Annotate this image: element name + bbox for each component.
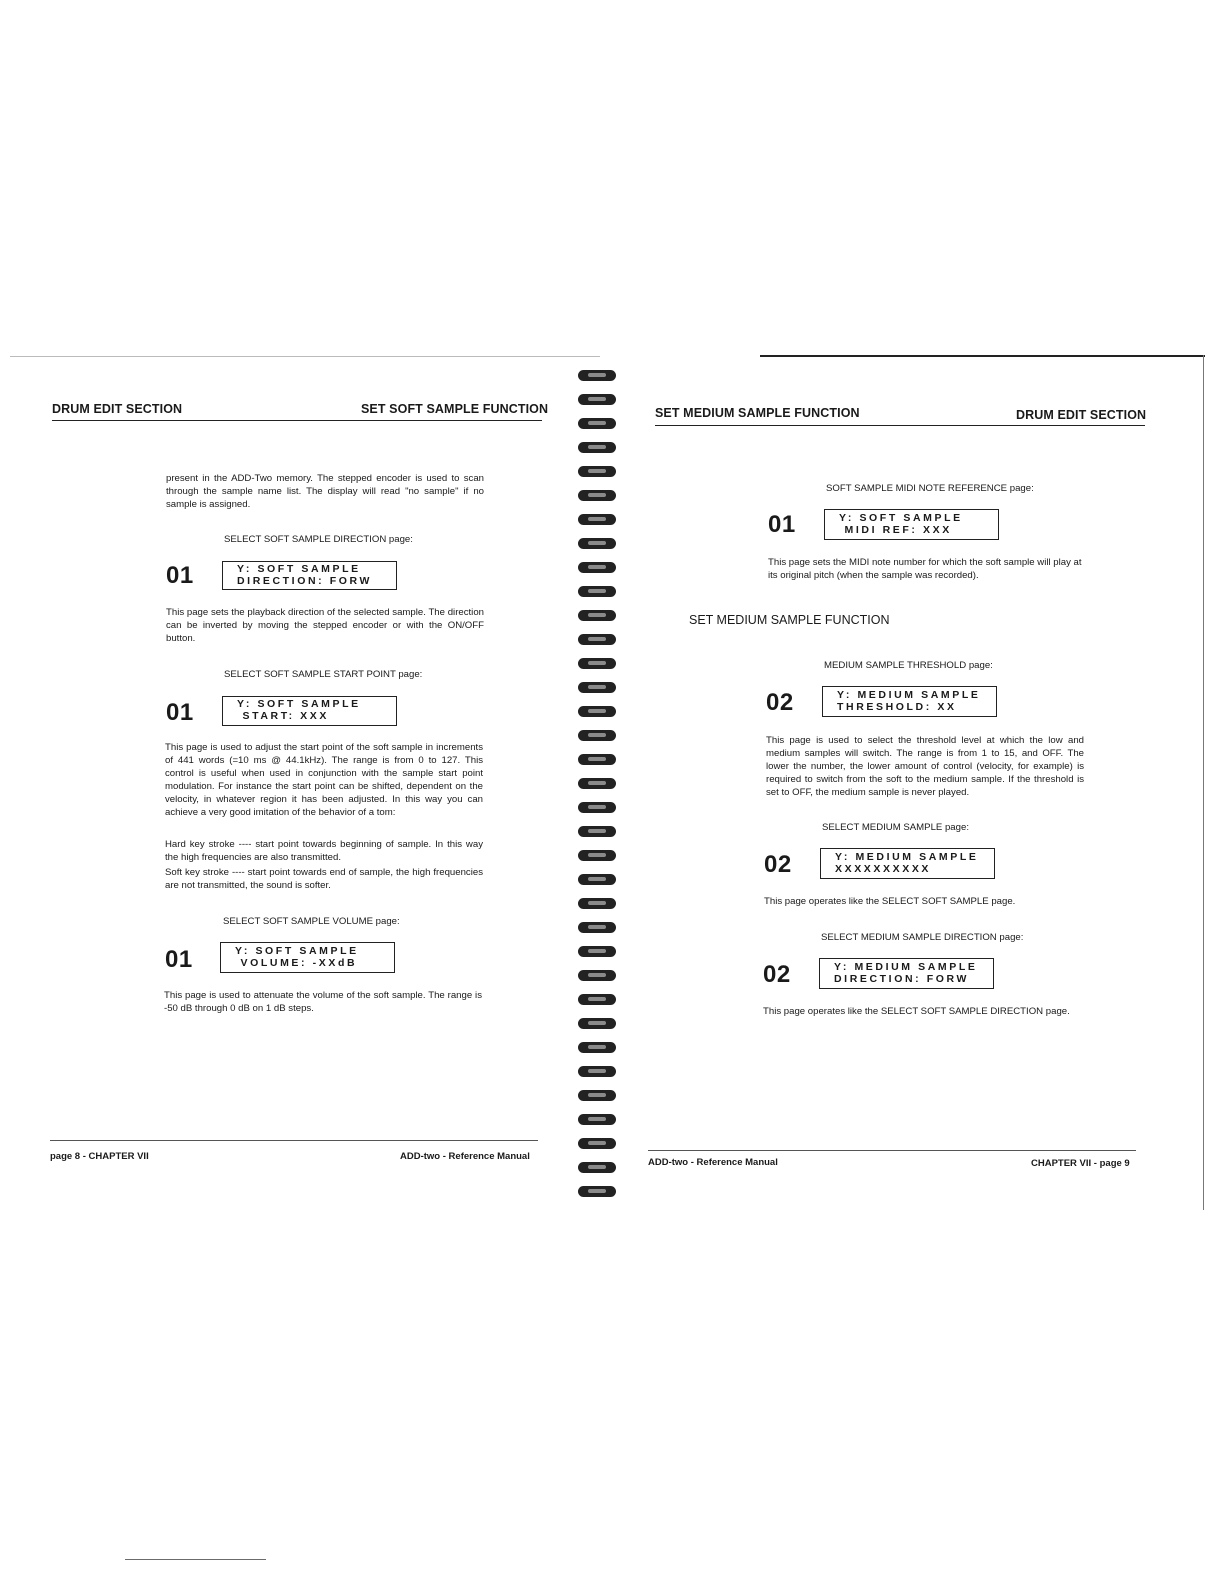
page-number-02: 02 bbox=[764, 851, 792, 878]
right-edge-line bbox=[1203, 355, 1204, 1210]
top-edge-line-left bbox=[10, 356, 600, 357]
page-number-01: 01 bbox=[165, 946, 193, 973]
top-edge-line-right bbox=[760, 355, 1205, 357]
lcd-line-1: Y: MEDIUM SAMPLE bbox=[835, 851, 979, 863]
right-header-function: SET MEDIUM SAMPLE FUNCTION bbox=[655, 406, 860, 420]
lcd-line-2: DIRECTION: FORW bbox=[834, 972, 970, 985]
page-number-01: 01 bbox=[166, 699, 194, 726]
section-title-medium: SET MEDIUM SAMPLE FUNCTION bbox=[689, 613, 890, 627]
note-hard-key-stroke: Hard key stroke ---- start point towards beginning of sample. In this way the high frequencies are also transmitted. bbox=[165, 839, 483, 863]
lcd-line-1: Y: MEDIUM SAMPLE bbox=[837, 689, 981, 701]
lcd-line-2: DIRECTION: FORW bbox=[237, 574, 373, 587]
right-header-rule bbox=[655, 425, 1145, 426]
right-footer-manual: ADD-two - Reference Manual bbox=[648, 1157, 778, 1168]
caption-medium-threshold: MEDIUM SAMPLE THRESHOLD page: bbox=[824, 660, 993, 671]
spiral-binding bbox=[572, 355, 622, 1215]
lcd-display-medium-direction bbox=[819, 958, 994, 989]
desc-soft-direction: This page sets the playback direction of the selected sample. The direction can be inverted by moving the stepped encoder or with the ON/OFF button. bbox=[166, 607, 484, 644]
lcd-line-1: Y: SOFT SAMPLE bbox=[237, 698, 361, 710]
lcd-line-2: START: XXX bbox=[237, 709, 329, 722]
lcd-line-2: MIDI REF: XXX bbox=[839, 523, 952, 536]
left-header-section: DRUM EDIT SECTION bbox=[52, 402, 183, 416]
left-footer-rule bbox=[50, 1140, 538, 1141]
desc-soft-midi-ref: This page sets the MIDI note number for which the soft sample will play at its original pitch (when the sample was recorded). bbox=[768, 557, 1082, 581]
lcd-display-soft-direction bbox=[222, 561, 397, 590]
caption-medium-direction: SELECT MEDIUM SAMPLE DIRECTION page: bbox=[821, 932, 1024, 943]
caption-select-medium: SELECT MEDIUM SAMPLE page: bbox=[822, 822, 969, 833]
desc-medium-direction: This page operates like the SELECT SOFT SAMPLE DIRECTION page. bbox=[763, 1006, 1070, 1017]
page-number-02: 02 bbox=[763, 961, 791, 988]
bottom-scan-line bbox=[125, 1559, 266, 1560]
caption-soft-volume: SELECT SOFT SAMPLE VOLUME page: bbox=[223, 916, 400, 927]
lcd-line-2: THRESHOLD: XX bbox=[837, 700, 957, 713]
page-number-01: 01 bbox=[166, 562, 194, 589]
desc-medium-threshold: This page is used to select the threshold level at which the low and medium samples will switch. The range is from 1 to 15, and OFF. The lower the number, the lower amount of control (velocity, for example) is required to switch from the soft to the medium sample. If the threshold is set to OFF, the medium sample is never played. bbox=[766, 735, 1084, 798]
lcd-display-soft-volume bbox=[220, 942, 395, 973]
caption-soft-direction: SELECT SOFT SAMPLE DIRECTION page: bbox=[224, 534, 413, 545]
lcd-display-medium-threshold bbox=[822, 686, 997, 717]
left-header-rule bbox=[52, 420, 542, 421]
lcd-line-1: Y: SOFT SAMPLE bbox=[839, 512, 963, 524]
caption-soft-midi-ref: SOFT SAMPLE MIDI NOTE REFERENCE page: bbox=[826, 483, 1034, 494]
left-header-function: SET SOFT SAMPLE FUNCTION bbox=[361, 402, 549, 416]
page-number-02: 02 bbox=[766, 689, 794, 716]
lcd-display-soft-midi-ref bbox=[824, 509, 999, 540]
lcd-display-select-medium bbox=[820, 848, 995, 879]
lcd-line-2: XXXXXXXXXX bbox=[835, 862, 932, 875]
note-soft-key-stroke: Soft key stroke ---- start point towards end of sample, the high frequencies are not transmitted, the sound is softer. bbox=[165, 867, 483, 891]
left-footer-manual: ADD-two - Reference Manual bbox=[400, 1151, 530, 1162]
desc-soft-volume: This page is used to attenuate the volume of the soft sample. The range is -50 dB through 0 dB on 1 dB steps. bbox=[164, 990, 482, 1014]
page-number-01: 01 bbox=[768, 511, 796, 538]
lcd-line-2: VOLUME: -XXdB bbox=[235, 956, 358, 969]
left-intro-paragraph: present in the ADD-Two memory. The stepped encoder is used to scan through the sample name list. The display will read "no sample" if no sample is assigned. bbox=[166, 473, 484, 510]
left-footer-page: page 8 - CHAPTER VII bbox=[50, 1151, 149, 1162]
lcd-line-1: Y: MEDIUM SAMPLE bbox=[834, 961, 978, 973]
lcd-display-soft-start bbox=[222, 696, 397, 726]
right-footer-rule bbox=[648, 1150, 1136, 1151]
right-footer-page: CHAPTER VII - page 9 bbox=[1031, 1158, 1130, 1169]
lcd-line-1: Y: SOFT SAMPLE bbox=[237, 563, 361, 575]
desc-soft-start-point: This page is used to adjust the start point of the soft sample in increments of 441 words (=10 ms @ 44.1kHz). The range is from 0 to 127. This control is useful when used in conjunction with the sample start point modulation. For instance the start point can be shifted, dependent on the velocity, in whatever region it has been adjusted. In this way you can achieve a very good imitation of the behavior of a tom: bbox=[165, 742, 483, 818]
right-header-section: DRUM EDIT SECTION bbox=[1016, 408, 1147, 422]
desc-select-medium: This page operates like the SELECT SOFT SAMPLE page. bbox=[764, 896, 1016, 907]
caption-soft-start-point: SELECT SOFT SAMPLE START POINT page: bbox=[224, 669, 423, 680]
lcd-line-1: Y: SOFT SAMPLE bbox=[235, 945, 359, 957]
